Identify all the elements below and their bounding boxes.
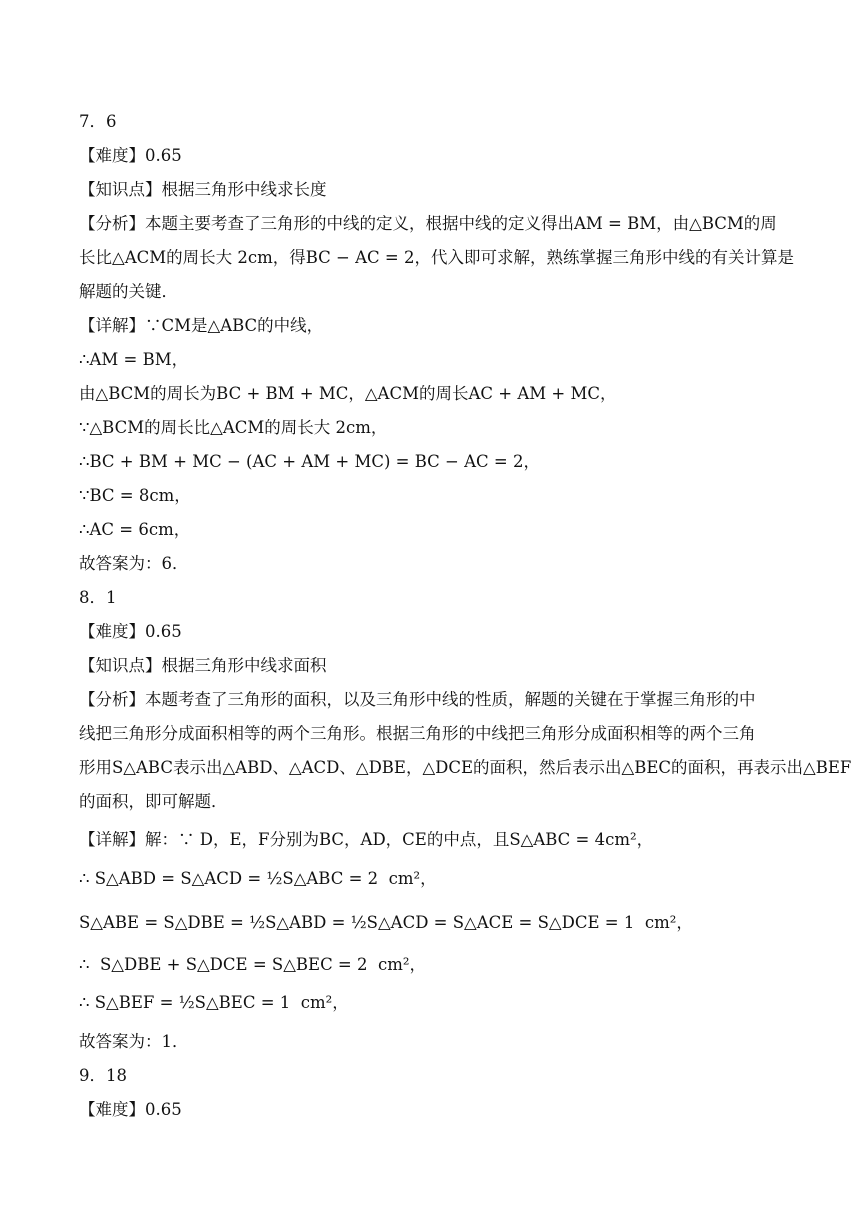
answer-8-solution-line-3: S△ABE = S△DBE = ½S△ABD = ½S△ACD = S△ACE = S△DCE = 1 cm²，	[79, 913, 693, 932]
answer-9-difficulty: 【难度】0.65	[79, 1100, 182, 1119]
answer-8-final: 故答案为：1．	[79, 1032, 189, 1051]
answer-7-solution-line-7: ∴AC = 6cm，	[79, 520, 191, 539]
answer-7-solution-line-1: 【详解】∵CM是△ABC的中线，	[79, 316, 324, 335]
answer-7-number: 7．6	[79, 112, 117, 131]
answer-9-number: 9．18	[79, 1066, 127, 1085]
answer-7-analysis-line-1: 【分析】本题主要考查了三角形的中线的定义，根据中线的定义得出AM = BM，由△BCM的周	[79, 214, 777, 233]
answer-8-difficulty: 【难度】0.65	[79, 622, 182, 641]
answer-7-solution-line-6: ∵BC = 8cm，	[79, 486, 191, 505]
answer-8-solution-line-1: 【详解】解：∵ D，E，F分别为BC，AD，CE的中点，且S△ABC = 4cm²，	[79, 830, 654, 849]
answer-8-analysis-line-1: 【分析】本题考查了三角形的面积，以及三角形中线的性质，解题的关键在于掌握三角形的中	[79, 690, 756, 709]
answer-8-number: 8．1	[79, 588, 117, 607]
answer-7-final: 故答案为：6．	[79, 554, 189, 573]
answer-8-solution-line-4: ∴ S△DBE + S△DCE = S△BEC = 2 cm²，	[79, 955, 426, 974]
answer-7-analysis-line-3: 解题的关键．	[79, 282, 178, 301]
answer-7-analysis-line-2: 长比△ACM的周长大 2cm，得BC − AC = 2，代入即可求解，熟练掌握三角形中线的有关计算是	[79, 248, 794, 267]
answer-8-analysis-line-2: 线把三角形分成面积相等的两个三角形。根据三角形的中线把三角形分成面积相等的两个三角	[79, 724, 756, 743]
answer-8-knowledge-point: 【知识点】根据三角形中线求面积	[79, 656, 327, 675]
answer-7-solution-line-3: 由△BCM的周长为BC + BM + MC，△ACM的周长AC + AM + MC，	[79, 384, 617, 403]
answer-7-solution-line-2: ∴AM = BM，	[79, 350, 189, 369]
answer-8-solution-line-2: ∴ S△ABD = S△ACD = ½S△ABC = 2 cm²，	[79, 869, 437, 888]
answer-8-solution-line-5: ∴ S△BEF = ½S△BEC = 1 cm²，	[79, 993, 349, 1012]
answer-7-solution-line-5: ∴BC + BM + MC − (AC + AM + MC) = BC − AC = 2，	[79, 452, 540, 471]
answer-8-analysis-line-4: 的面积，即可解题．	[79, 792, 228, 811]
answer-7-difficulty: 【难度】0.65	[79, 146, 182, 165]
answer-8-analysis-line-3: 形用S△ABC表示出△ABD、△ACD、△DBE，△DCE的面积，然后表示出△BEC的面积，再表示出△BEF	[79, 758, 852, 777]
answer-7-solution-line-4: ∵△BCM的周长比△ACM的周长大 2cm，	[79, 418, 388, 437]
answer-7-knowledge-point: 【知识点】根据三角形中线求长度	[79, 180, 327, 199]
